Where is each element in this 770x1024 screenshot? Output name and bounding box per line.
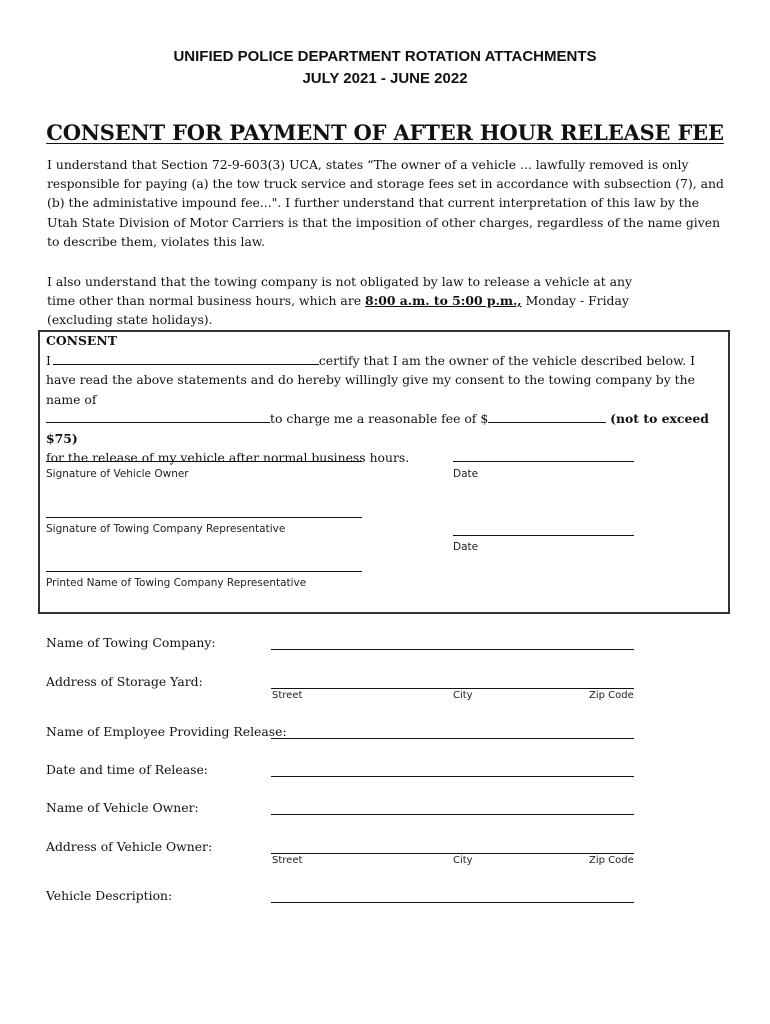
release-datetime-label: Date and time of Release: bbox=[46, 762, 208, 777]
storage-yard-line[interactable] bbox=[271, 688, 634, 689]
owner-zip-label: Zip Code bbox=[589, 855, 634, 866]
owner-name-label: Name of Vehicle Owner: bbox=[46, 800, 199, 815]
storage-city-label: City bbox=[453, 690, 473, 701]
vehicle-description-label: Vehicle Description: bbox=[46, 888, 173, 903]
storage-zip-label: Zip Code bbox=[589, 690, 634, 701]
fee-amount-blank[interactable] bbox=[488, 410, 606, 423]
employee-line[interactable] bbox=[271, 738, 634, 739]
intro-paragraph-2 bbox=[47, 272, 657, 330]
owner-address-line[interactable] bbox=[271, 853, 634, 854]
rep-signature-line[interactable] bbox=[46, 517, 362, 518]
storage-street-label: Street bbox=[272, 690, 303, 701]
rep-date-label: Date bbox=[453, 541, 479, 553]
vehicle-description-line[interactable] bbox=[271, 902, 634, 903]
intro-paragraph-2-start: I also understand that the towing company is not obligated by law to release a vehicle at any time other than normal business hours, which are bbox=[47, 274, 632, 309]
consent-statement bbox=[46, 351, 726, 467]
towing-company-line[interactable] bbox=[271, 649, 634, 650]
consent-release-text: for the release of my vehicle after normal business hours. bbox=[46, 450, 410, 466]
owner-date-line[interactable] bbox=[453, 461, 634, 462]
owner-city-label: City bbox=[453, 855, 473, 866]
rep-date-line[interactable] bbox=[453, 535, 634, 536]
intro-paragraph-1: I understand that Section 72-9-603(3) UCA, states “The owner of a vehicle ... lawfully removed is only responsible for paying (a) the tow truck service and storage fees set in accordance with subsection (7), and (b) the administative impound fee...". I further understand that current interpretation of this law by the Utah State Division of Motor Carriers is that the imposition of other charges, regardless of the name given to describe them, violates this law. bbox=[47, 157, 724, 249]
consent-charge-text: to charge me a reasonable fee of $ bbox=[270, 411, 489, 427]
employee-label: Name of Employee Providing Release: bbox=[46, 724, 287, 739]
business-hours: 8:00 a.m. to 5:00 p.m., bbox=[365, 293, 522, 309]
towing-company-label: Name of Towing Company: bbox=[46, 635, 216, 650]
owner-signature-line[interactable] bbox=[46, 461, 362, 462]
header-line-1: UNIFIED POLICE DEPARTMENT ROTATION ATTACHMENTS bbox=[173, 48, 597, 65]
header-line-2: JULY 2021 - JUNE 2022 bbox=[302, 70, 468, 87]
owner-name-blank[interactable] bbox=[53, 352, 319, 365]
fee-limit: (not to exceed $75) bbox=[46, 411, 709, 446]
rep-signature-label: Signature of Towing Company Representative bbox=[46, 523, 286, 535]
owner-signature-label: Signature of Vehicle Owner bbox=[46, 468, 189, 480]
consent-heading: CONSENT bbox=[46, 333, 117, 348]
release-datetime-line[interactable] bbox=[271, 776, 634, 777]
owner-address-label: Address of Vehicle Owner: bbox=[46, 839, 213, 854]
owner-date-label: Date bbox=[453, 468, 479, 480]
rep-printed-name-label: Printed Name of Towing Company Representative bbox=[46, 577, 307, 589]
owner-name-line[interactable] bbox=[271, 814, 634, 815]
consent-certify-text: certify that I am the owner of the vehicle described below. I have read the above statements and do hereby willingly give my consent to the towing company by the name of bbox=[46, 353, 696, 407]
rep-printed-name-line[interactable] bbox=[46, 571, 362, 572]
intro-paragraph-2-end: Monday - Friday (excluding state holidays). bbox=[47, 293, 629, 328]
form-title: CONSENT FOR PAYMENT OF AFTER HOUR RELEASE FEE bbox=[46, 120, 724, 145]
consent-i: I bbox=[46, 353, 51, 368]
owner-street-label: Street bbox=[272, 855, 303, 866]
storage-yard-label: Address of Storage Yard: bbox=[46, 674, 203, 689]
towing-company-blank[interactable] bbox=[46, 410, 270, 423]
